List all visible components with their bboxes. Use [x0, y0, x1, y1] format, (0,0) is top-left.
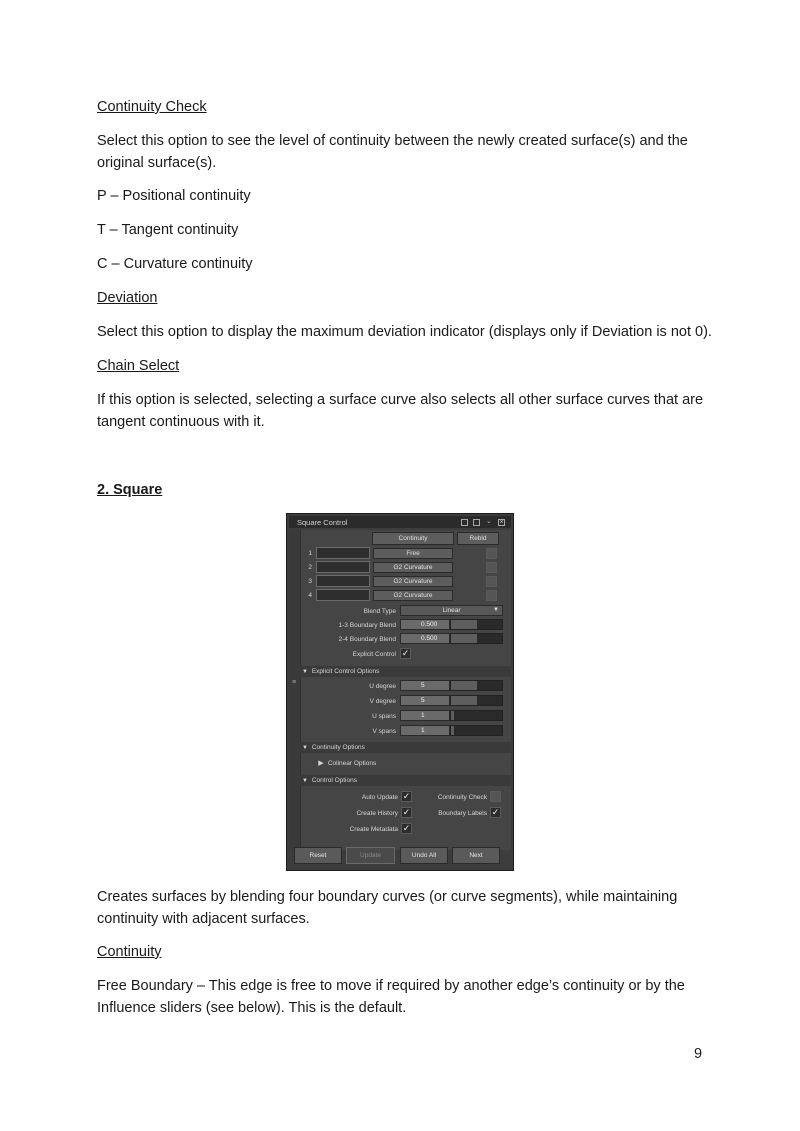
continuity-select[interactable]: G2 Curvature [373, 590, 453, 601]
v-spans-slider[interactable] [450, 725, 503, 736]
paragraph-continuity-check: Select this option to see the level of continuity between the newly created surface(s) and the original surface(s). [97, 133, 688, 171]
minimize-icon[interactable] [473, 519, 480, 526]
boundary-labels-checkbox[interactable]: ✓ [491, 807, 500, 817]
boundary-blend-24-label: 2-4 Boundary Blend [338, 636, 396, 643]
curve-field[interactable] [316, 561, 370, 573]
u-spans-slider[interactable] [450, 710, 503, 721]
explicit-control-label: Explicit Control [352, 651, 396, 658]
boundary-labels-label: Boundary Labels [438, 810, 487, 817]
curve-field[interactable] [316, 547, 370, 559]
dialog-titlebar [289, 516, 511, 528]
v-spans-field[interactable]: 1 [400, 725, 450, 736]
section-explicit-control-options[interactable] [300, 666, 511, 677]
section-title: Continuity Options [311, 744, 365, 751]
triangle-down-icon: ▼ [302, 778, 308, 784]
item-positional-continuity: P – Positional continuity [97, 188, 251, 204]
create-metadata-label: Create Metadata [349, 826, 398, 833]
paragraph-deviation: Select this option to display the maximum deviation indicator (displays only if Deviation is not 0). [97, 324, 712, 340]
heading-chain-select: Chain Select [97, 358, 180, 374]
rebuild-checkbox[interactable] [486, 576, 497, 587]
blend-type-label: Blend Type [363, 608, 396, 615]
dialog-body [290, 530, 511, 850]
undo-all-button[interactable]: Undo All [400, 847, 448, 864]
close-icon[interactable]: × [499, 519, 504, 526]
continuity-check-label: Continuity Check [437, 794, 487, 801]
boundary-blend-24-slider[interactable] [450, 633, 503, 644]
triangle-right-icon: ▶ [318, 760, 324, 767]
section-title: Explicit Control Options [311, 668, 380, 675]
curve-field[interactable] [316, 575, 370, 587]
rebuild-checkbox[interactable] [486, 590, 497, 601]
row-number: 2 [308, 564, 312, 571]
u-spans-field[interactable]: 1 [400, 710, 450, 721]
section-control-options[interactable] [300, 775, 511, 786]
update-button[interactable]: Update [346, 847, 395, 864]
row-number: 1 [308, 550, 312, 557]
auto-update-label: Auto Update [361, 794, 398, 801]
u-spans-label: U spans [372, 713, 396, 720]
reset-button[interactable]: Reset [294, 847, 342, 864]
continuity-check-checkbox[interactable] [490, 791, 501, 802]
next-button[interactable]: Next [452, 847, 500, 864]
dialog-title: Square Control [297, 518, 348, 527]
section-title: Colinear Options [327, 760, 377, 767]
u-degree-label: U degree [369, 683, 396, 690]
rebuild-checkbox[interactable] [486, 562, 497, 573]
rebuild-checkbox[interactable] [486, 548, 497, 559]
paragraph-square: Creates surfaces by blending four boundary curves (or curve segments), while maintaining continuity with adjacent surfaces. [97, 889, 678, 927]
rebuild-button[interactable]: Rebld [457, 532, 499, 545]
paragraph-free-boundary: Free Boundary – This edge is free to move if required by another edge’s continuity or by the Influence sliders (see below). This is the default. [97, 978, 685, 1016]
grip-icon[interactable]: ≡ [292, 679, 297, 686]
explicit-control-checkbox[interactable]: ✓ [401, 648, 410, 658]
row-number: 3 [308, 578, 312, 585]
continuity-select[interactable]: G2 Curvature [373, 562, 453, 573]
heading-continuity-check: Continuity Check [97, 99, 207, 115]
boundary-blend-13-field[interactable]: 0.500 [400, 619, 450, 630]
curve-field[interactable] [316, 589, 370, 601]
heading-deviation: Deviation [97, 290, 158, 306]
page-number: 9 [694, 1046, 703, 1062]
blend-type-dropdown[interactable] [400, 605, 503, 616]
v-degree-slider[interactable] [450, 695, 503, 706]
heading-square: 2. Square [97, 482, 163, 498]
u-degree-field[interactable]: 5 [400, 680, 450, 691]
v-spans-label: V spans [372, 728, 396, 735]
chevron-down-icon[interactable]: ⌄ [486, 518, 492, 525]
continuity-button[interactable]: Continuity [372, 532, 454, 545]
paragraph-chain-select: If this option is selected, selecting a surface curve also selects all other surface curves that are tangent continuous with it. [97, 392, 704, 430]
continuity-select[interactable]: G2 Curvature [373, 576, 453, 587]
row-number: 4 [308, 592, 312, 599]
triangle-down-icon: ▼ [302, 669, 308, 675]
continuity-select[interactable]: Free [373, 548, 453, 559]
sidebar-strip [290, 530, 301, 850]
square-control-dialog [286, 513, 514, 871]
blend-type-value: Linear [442, 607, 461, 614]
auto-update-checkbox[interactable]: ✓ [402, 791, 411, 801]
chevron-down-icon: ▼ [493, 607, 499, 613]
section-continuity-options[interactable] [300, 742, 511, 753]
u-degree-slider[interactable] [450, 680, 503, 691]
item-tangent-continuity: T – Tangent continuity [97, 222, 239, 238]
v-degree-field[interactable]: 5 [400, 695, 450, 706]
boundary-blend-13-label: 1-3 Boundary Blend [338, 622, 396, 629]
create-history-checkbox[interactable]: ✓ [402, 807, 411, 817]
triangle-down-icon: ▼ [302, 745, 308, 751]
create-metadata-checkbox[interactable]: ✓ [402, 823, 411, 833]
section-colinear-options[interactable] [316, 759, 376, 767]
boundary-blend-13-slider[interactable] [450, 619, 503, 630]
item-curvature-continuity: C – Curvature continuity [97, 256, 253, 272]
heading-continuity: Continuity [97, 944, 162, 960]
create-history-label: Create History [356, 810, 398, 817]
boundary-blend-24-field[interactable]: 0.500 [400, 633, 450, 644]
section-title: Control Options [311, 777, 357, 784]
pin-icon[interactable] [461, 519, 468, 526]
v-degree-label: V degree [369, 698, 396, 705]
